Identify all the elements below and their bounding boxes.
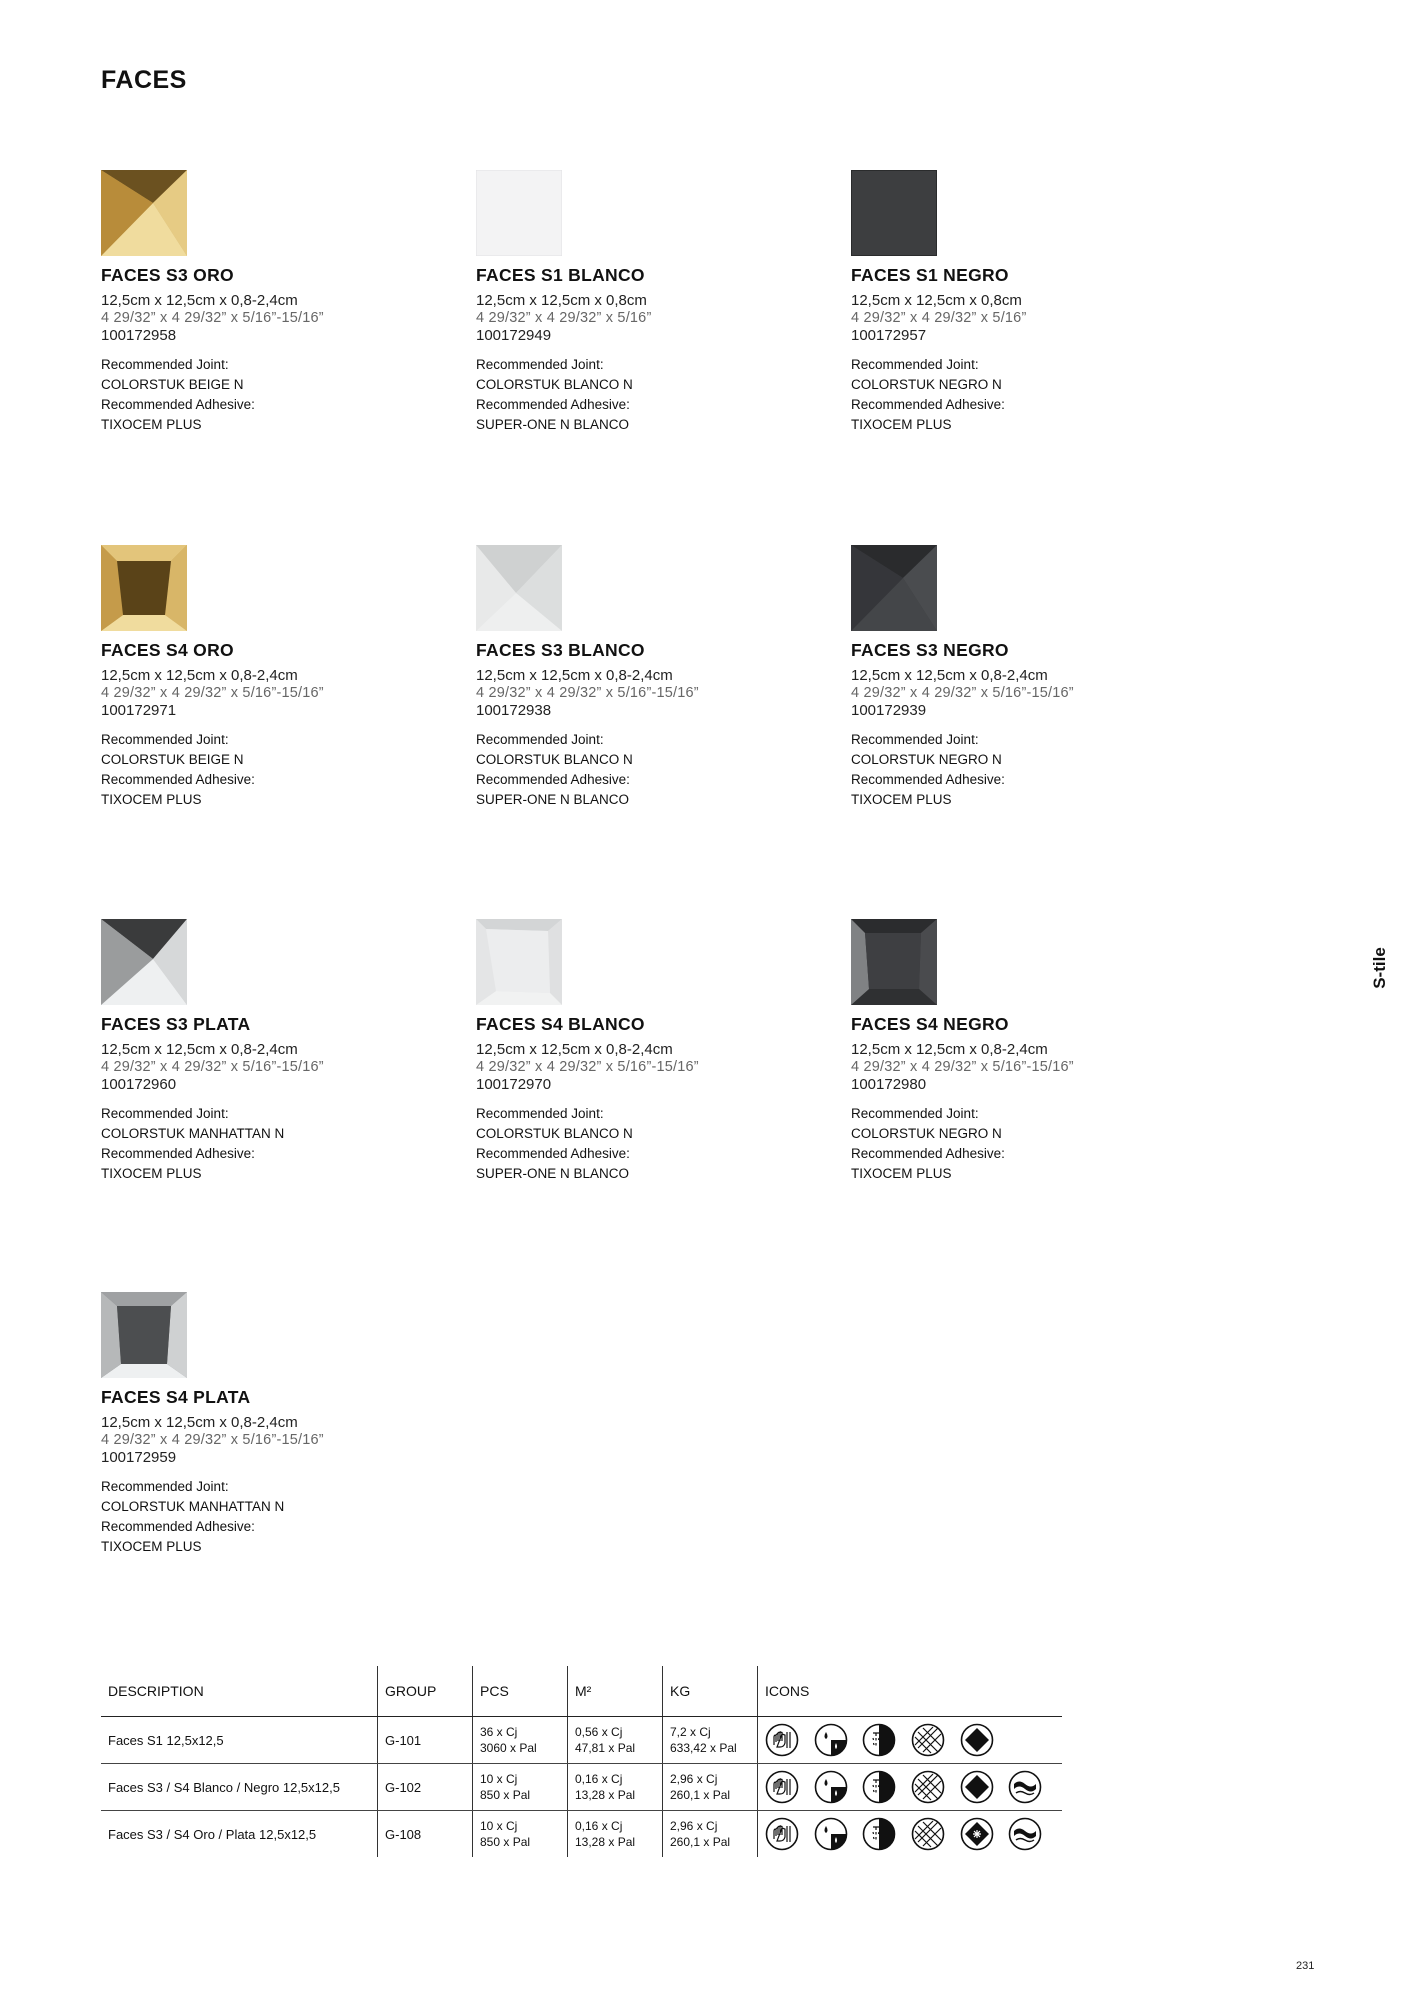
dimensions-cm: 12,5cm x 12,5cm x 0,8-2,4cm — [101, 292, 298, 309]
row-pcs: 10 x Cj 850 x Pal — [473, 1811, 568, 1858]
header-pcs: PCS — [473, 1666, 568, 1717]
row-icons — [758, 1717, 1063, 1764]
tile-swatch-s1-negro — [851, 170, 937, 256]
header-m2: M² — [568, 1666, 663, 1717]
product-card — [476, 545, 806, 810]
row-description: Faces S1 12,5x12,5 — [101, 1717, 378, 1764]
product-card — [851, 919, 1181, 1184]
row-group: G-102 — [378, 1764, 473, 1811]
product-code: 100172971 — [101, 702, 177, 719]
tile-swatch-s3-blanco — [476, 545, 562, 631]
row-kg: 2,96 x Cj 260,1 x Pal — [663, 1764, 758, 1811]
adhesive-value: TIXOCEM PLUS — [851, 417, 952, 432]
row-kg: 2,96 x Cj 260,1 x Pal — [663, 1811, 758, 1858]
dimensions-inch: 4 29/32” x 4 29/32” x 5/16” — [476, 310, 652, 326]
product-code: 100172958 — [101, 327, 177, 344]
tile-swatch-s3-oro — [101, 170, 187, 256]
wave-icon — [1008, 1770, 1042, 1804]
wall-drop-icon — [814, 1723, 848, 1757]
dimensions-cm: 12,5cm x 12,5cm x 0,8cm — [851, 292, 1022, 309]
dimensions-cm: 12,5cm x 12,5cm x 0,8-2,4cm — [101, 667, 298, 684]
product-code: 100172980 — [851, 1076, 927, 1093]
product-name: FACES S3 NEGRO — [851, 640, 1009, 660]
grout-pattern-icon — [911, 1723, 945, 1757]
adhesive-label: Recommended Adhesive: — [851, 397, 1005, 412]
product-card — [101, 919, 431, 1184]
adhesive-label: Recommended Adhesive: — [101, 1146, 255, 1161]
product-card — [101, 545, 431, 810]
joint-label: Recommended Joint: — [851, 732, 979, 747]
joint-value: COLORSTUK NEGRO N — [851, 752, 1002, 767]
dimensions-cm: 12,5cm x 12,5cm x 0,8-2,4cm — [851, 667, 1048, 684]
tile-swatch-s4-plata — [101, 1292, 187, 1378]
hand-wall-icon — [765, 1770, 799, 1804]
dimensions-cm: 12,5cm x 12,5cm x 0,8cm — [476, 292, 647, 309]
adhesive-value: TIXOCEM PLUS — [101, 792, 202, 807]
product-code: 100172959 — [101, 1449, 177, 1466]
joint-label: Recommended Joint: — [851, 357, 979, 372]
row-group: G-101 — [378, 1717, 473, 1764]
dimensions-inch: 4 29/32” x 4 29/32” x 5/16”-15/16” — [476, 685, 699, 701]
dimensions-cm: 12,5cm x 12,5cm x 0,8-2,4cm — [101, 1414, 298, 1431]
tile-star-icon — [960, 1817, 994, 1851]
product-name: FACES S3 ORO — [101, 265, 234, 285]
tile-square-icon — [960, 1770, 994, 1804]
adhesive-label: Recommended Adhesive: — [476, 1146, 630, 1161]
tile-swatch-s4-blanco — [476, 919, 562, 1005]
adhesive-label: Recommended Adhesive: — [476, 772, 630, 787]
joint-label: Recommended Joint: — [101, 732, 229, 747]
joint-label: Recommended Joint: — [476, 1106, 604, 1121]
adhesive-value: SUPER-ONE N BLANCO — [476, 417, 630, 432]
adhesive-value: SUPER-ONE N BLANCO — [476, 1166, 630, 1181]
adhesive-label: Recommended Adhesive: — [476, 397, 630, 412]
header-kg: KG — [663, 1666, 758, 1717]
product-card — [851, 170, 1181, 435]
adhesive-label: Recommended Adhesive: — [101, 1519, 255, 1534]
adhesive-value: SUPER-ONE N BLANCO — [476, 792, 630, 807]
joint-label: Recommended Joint: — [101, 1479, 229, 1494]
joint-value: COLORSTUK BLANCO N — [476, 752, 633, 767]
shower-icon — [862, 1770, 896, 1804]
row-m2: 0,16 x Cj 13,28 x Pal — [568, 1764, 663, 1811]
product-card — [476, 919, 806, 1184]
section-tab: S-tile — [1370, 947, 1389, 989]
joint-value: COLORSTUK BEIGE N — [101, 752, 244, 767]
product-code: 100172960 — [101, 1076, 177, 1093]
dimensions-inch: 4 29/32” x 4 29/32” x 5/16”-15/16” — [476, 1059, 699, 1075]
adhesive-value: TIXOCEM PLUS — [101, 1166, 202, 1181]
product-code: 100172949 — [476, 327, 552, 344]
shower-icon — [862, 1723, 896, 1757]
page-title: FACES — [101, 66, 187, 94]
row-icons — [758, 1811, 1063, 1858]
packaging-table — [101, 1666, 1062, 1857]
row-description: Faces S3 / S4 Blanco / Negro 12,5x12,5 — [101, 1764, 378, 1811]
adhesive-label: Recommended Adhesive: — [851, 1146, 1005, 1161]
tile-swatch-s1-blanco — [476, 170, 562, 256]
joint-label: Recommended Joint: — [851, 1106, 979, 1121]
row-icons — [758, 1764, 1063, 1811]
product-card — [101, 1292, 431, 1557]
joint-value: COLORSTUK NEGRO N — [851, 1126, 1002, 1141]
product-name: FACES S4 PLATA — [101, 1387, 251, 1407]
row-pcs: 36 x Cj 3060 x Pal — [473, 1717, 568, 1764]
adhesive-value: TIXOCEM PLUS — [101, 417, 202, 432]
product-card — [851, 545, 1181, 810]
product-name: FACES S1 BLANCO — [476, 265, 645, 285]
row-group: G-108 — [378, 1811, 473, 1858]
dimensions-cm: 12,5cm x 12,5cm x 0,8-2,4cm — [851, 1041, 1048, 1058]
product-name: FACES S4 ORO — [101, 640, 234, 660]
wall-drop-icon — [814, 1817, 848, 1851]
hand-wall-icon — [765, 1817, 799, 1851]
tile-swatch-s3-negro — [851, 545, 937, 631]
joint-value: COLORSTUK MANHATTAN N — [101, 1499, 285, 1514]
table-header-row — [101, 1666, 1062, 1717]
wall-drop-icon — [814, 1770, 848, 1804]
dimensions-cm: 12,5cm x 12,5cm x 0,8-2,4cm — [476, 667, 673, 684]
dimensions-inch: 4 29/32” x 4 29/32” x 5/16”-15/16” — [101, 310, 324, 326]
joint-label: Recommended Joint: — [101, 1106, 229, 1121]
grout-pattern-icon — [911, 1770, 945, 1804]
dimensions-inch: 4 29/32” x 4 29/32” x 5/16”-15/16” — [101, 685, 324, 701]
hand-wall-icon — [765, 1723, 799, 1757]
tile-swatch-s3-plata — [101, 919, 187, 1005]
row-kg: 7,2 x Cj 633,42 x Pal — [663, 1717, 758, 1764]
dimensions-inch: 4 29/32” x 4 29/32” x 5/16”-15/16” — [851, 685, 1074, 701]
adhesive-label: Recommended Adhesive: — [851, 772, 1005, 787]
table-row — [101, 1717, 1062, 1764]
grout-pattern-icon — [911, 1817, 945, 1851]
dimensions-cm: 12,5cm x 12,5cm x 0,8-2,4cm — [101, 1041, 298, 1058]
dimensions-inch: 4 29/32” x 4 29/32” x 5/16”-15/16” — [851, 1059, 1074, 1075]
table-row — [101, 1764, 1062, 1811]
adhesive-value: TIXOCEM PLUS — [101, 1539, 202, 1554]
joint-label: Recommended Joint: — [476, 357, 604, 372]
joint-label: Recommended Joint: — [101, 357, 229, 372]
shower-icon — [862, 1817, 896, 1851]
dimensions-inch: 4 29/32” x 4 29/32” x 5/16”-15/16” — [101, 1432, 324, 1448]
product-card — [476, 170, 806, 435]
product-name: FACES S4 BLANCO — [476, 1014, 645, 1034]
product-code: 100172957 — [851, 327, 927, 344]
joint-value: COLORSTUK BEIGE N — [101, 377, 244, 392]
adhesive-value: TIXOCEM PLUS — [851, 792, 952, 807]
row-pcs: 10 x Cj 850 x Pal — [473, 1764, 568, 1811]
product-code: 100172938 — [476, 702, 552, 719]
row-description: Faces S3 / S4 Oro / Plata 12,5x12,5 — [108, 1826, 317, 1842]
dimensions-inch: 4 29/32” x 4 29/32” x 5/16”-15/16” — [101, 1059, 324, 1075]
adhesive-label: Recommended Adhesive: — [101, 772, 255, 787]
product-code: 100172939 — [851, 702, 927, 719]
tile-square-icon — [960, 1723, 994, 1757]
product-name: FACES S4 NEGRO — [851, 1014, 1009, 1034]
joint-label: Recommended Joint: — [476, 732, 604, 747]
table-row — [101, 1811, 1062, 1858]
adhesive-label: Recommended Adhesive: — [101, 397, 255, 412]
joint-value: COLORSTUK MANHATTAN N — [101, 1126, 285, 1141]
wave-icon — [1008, 1817, 1042, 1851]
joint-value: COLORSTUK BLANCO N — [476, 1126, 633, 1141]
tile-swatch-s4-oro — [101, 545, 187, 631]
product-code: 100172970 — [476, 1076, 552, 1093]
joint-value: COLORSTUK BLANCO N — [476, 377, 633, 392]
product-name: FACES S3 BLANCO — [476, 640, 645, 660]
product-name: FACES S1 NEGRO — [851, 265, 1009, 285]
header-group: GROUP — [378, 1666, 473, 1717]
dimensions-cm: 12,5cm x 12,5cm x 0,8-2,4cm — [476, 1041, 673, 1058]
dimensions-inch: 4 29/32” x 4 29/32” x 5/16” — [851, 310, 1027, 326]
product-card — [101, 170, 431, 435]
header-description: DESCRIPTION — [101, 1666, 378, 1717]
adhesive-value: TIXOCEM PLUS — [851, 1166, 952, 1181]
row-m2: 0,56 x Cj 47,81 x Pal — [568, 1717, 663, 1764]
row-m2: 0,16 x Cj 13,28 x Pal — [568, 1811, 663, 1858]
page-number: 231 — [1296, 1960, 1315, 1972]
header-icons: ICONS — [758, 1666, 1063, 1717]
joint-value: COLORSTUK NEGRO N — [851, 377, 1002, 392]
product-name: FACES S3 PLATA — [101, 1014, 251, 1034]
tile-swatch-s4-negro — [851, 919, 937, 1005]
